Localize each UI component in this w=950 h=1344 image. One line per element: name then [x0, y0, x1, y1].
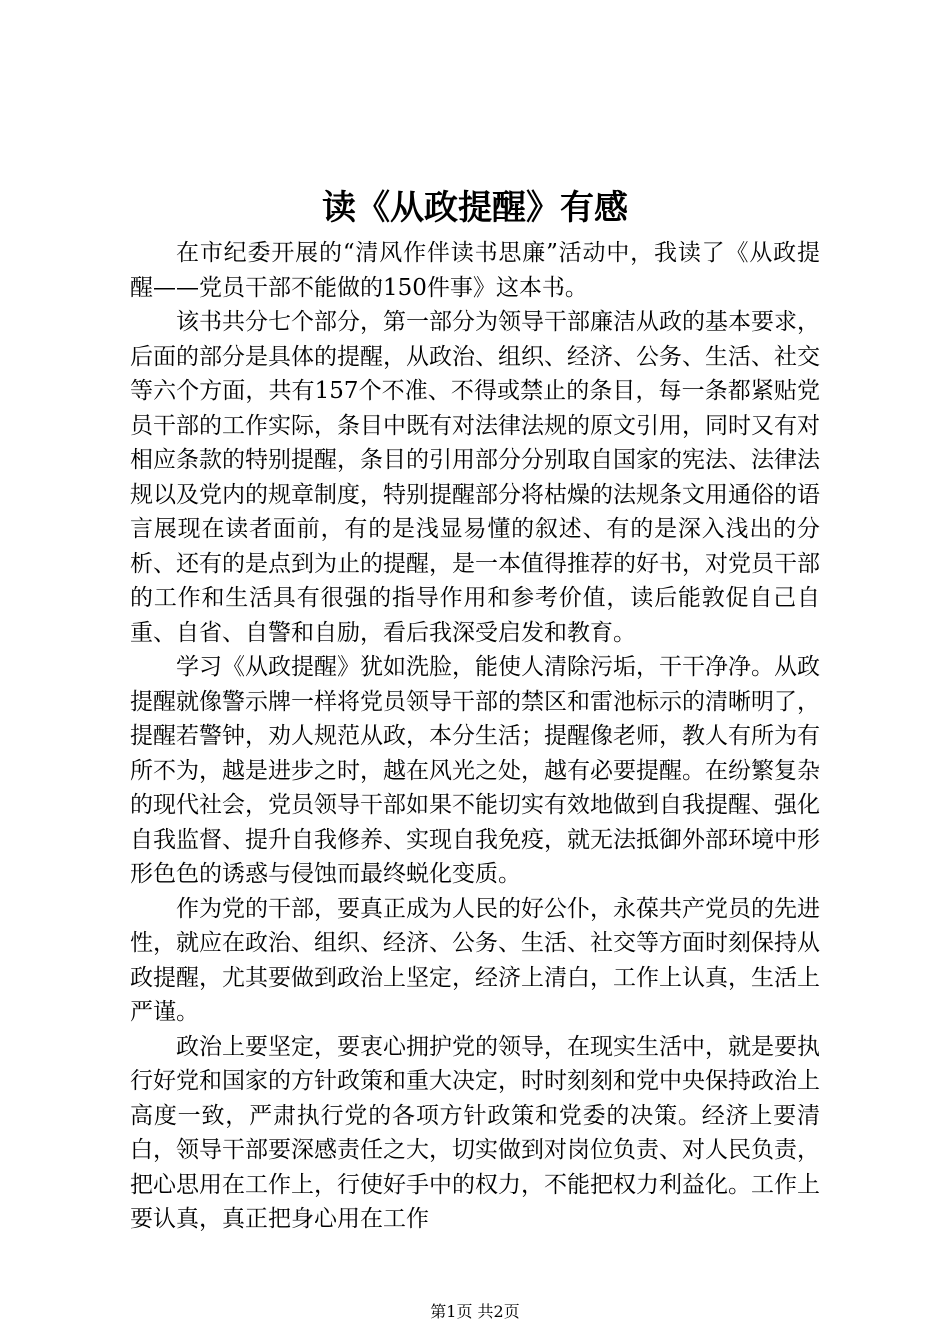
paragraph-5: 政治上要坚定，要衷心拥护党的领导，在现实生活中，就是要执行好党和国家的方针政策和重大决定，时时刻刻和党中央保持政治上高度一致，严肃执行党的各项方针政策和党委的决策。经济上要清白，领导干部要深感责任之大，切实做到对岗位负责、对人民负责，把心思用在工作上，行使好手中的权力，不能把权力利益化。工作上要认真，真正把身心用在工作 [130, 1033, 820, 1232]
page-footer: 第1页 共2页 [430, 1302, 520, 1321]
paragraph-3: 学习《从政提醒》犹如洗脸，能使人清除污垢，干干净净。从政提醒就像警示牌一样将党员领导干部的禁区和雷池标示的清晰明了，提醒若警钟，劝人规范从政，本分生活；提醒像老师，教人有所为有所不为，越是进步之时，越在风光之处，越有必要提醒。在纷繁复杂的现代社会，党员领导干部如果不能切实有效地做到自我提醒、强化自我监督、提升自我修养、实现自我免疫，就无法抵御外部环境中形形色色的诱惑与侵蚀而最终蜕化变质。 [130, 654, 820, 887]
paragraph-2: 该书共分七个部分，第一部分为领导干部廉洁从政的基本要求，后面的部分是具体的提醒，从政治、组织、经济、公务、生活、社交等六个方面，共有157个不准、不得或禁止的条目，每一条都紧贴党员干部的工作实际，条目中既有对法律法规的原文引用，同时又有对相应条款的特别提醒，条目的引用部分分别取自国家的宪法、法律法规以及党内的规章制度，特别提醒部分将枯燥的法规条文用通俗的语言展现在读者面前，有的是浅显易懂的叙述、有的是深入浅出的分析、还有的是点到为止的提醒，是一本值得推荐的好书，对党员干部的工作和生活具有很强的指导作用和参考价值，读后能敦促自己自重、自省、自警和自励，看后我深受启发和教育。 [130, 309, 820, 646]
paragraph-4: 作为党的干部，要真正成为人民的好公仆，永葆共产党员的先进性，就应在政治、组织、经济、公务、生活、社交等方面时刻保持从政提醒，尤其要做到政治上坚定，经济上清白，工作上认真，生活上严谨。 [130, 895, 820, 1025]
document-title: 读《从政提醒》有感 [322, 188, 628, 228]
document-body [130, 236, 820, 1237]
paragraph-1: 在市纪委开展的“清风作伴读书思廉”活动中，我读了《从政提醒——党员干部不能做的150件事》这本书。 [130, 240, 820, 301]
